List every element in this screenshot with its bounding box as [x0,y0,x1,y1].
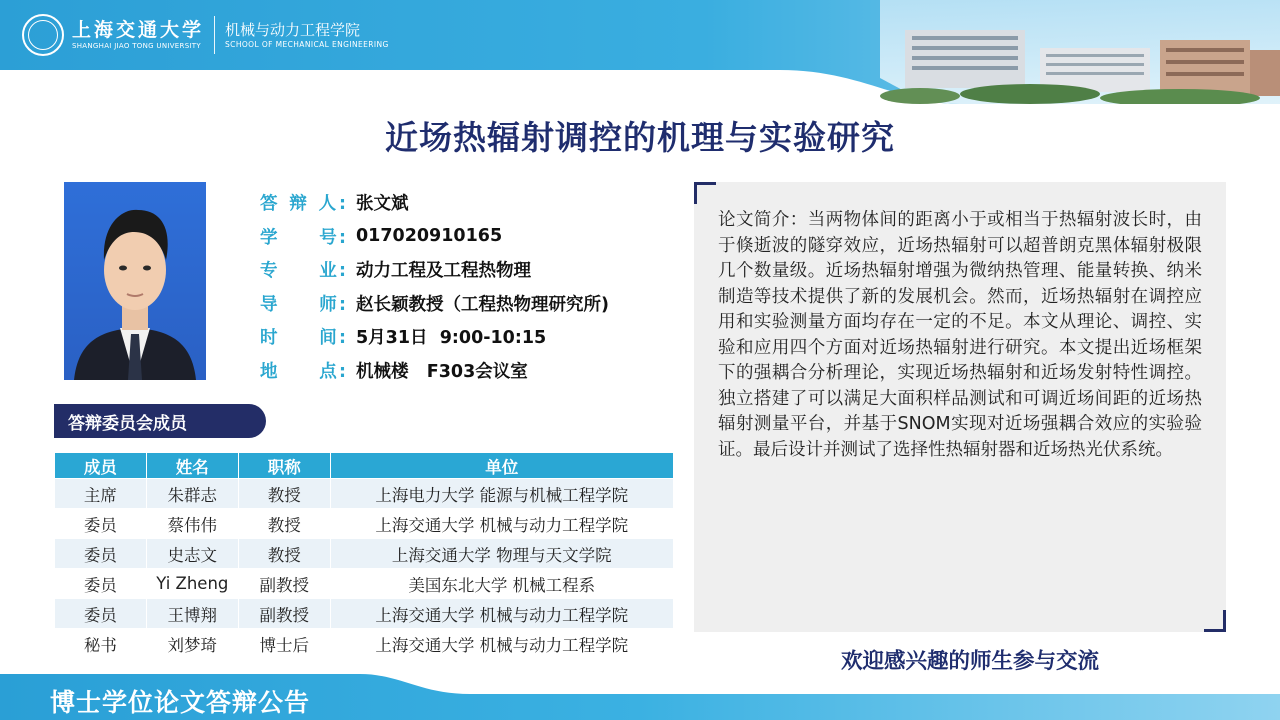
info-row-time [260,320,609,354]
university-name-cn: 上海交通大学 [72,19,205,41]
university-logo [22,10,389,60]
cell-affiliation: 上海电力大学 能源与机械工程学院 [330,479,673,509]
cell-title: 教授 [238,539,330,569]
university-seal-icon [22,14,64,56]
student-id-label: 学 号: [260,227,346,248]
cell-role: 委员 [55,569,147,599]
school-name-en: SCHOOL OF MECHANICAL ENGINEERING [225,40,389,49]
candidate-photo [64,182,206,380]
table-row [55,569,674,599]
table-row [55,629,674,659]
university-name-en: SHANGHAI JIAO TONG UNIVERSITY [72,42,201,50]
corner-bracket-top-left [694,182,716,204]
cell-name: 蔡伟伟 [146,509,238,539]
info-row-student-id [260,220,609,254]
cell-title: 副教授 [238,599,330,629]
cell-affiliation: 上海交通大学 机械与动力工程学院 [330,599,673,629]
advisor-label: 导 师: [260,294,346,315]
cell-affiliation: 上海交通大学 机械与动力工程学院 [330,509,673,539]
column-header-affiliation: 单位 [330,453,673,479]
cell-title: 博士后 [238,629,330,659]
defender-label: 答 辩 人: [260,194,346,215]
cell-role: 主席 [55,479,147,509]
column-header-name: 姓名 [146,453,238,479]
cell-role: 委员 [55,599,147,629]
table-row [55,479,674,509]
cell-name: 刘梦琦 [146,629,238,659]
defender-name: 张文斌 [356,194,409,215]
cell-title: 教授 [238,509,330,539]
thesis-title: 近场热辐射调控的机理与实验研究 [385,118,895,157]
defense-location: 机械楼 F303会议室 [356,361,528,382]
footer-title: 博士学位论文答辩公告 [50,688,311,717]
column-header-role: 成员 [55,453,147,479]
defense-time: 5月31日 9:00-10:15 [356,328,547,349]
info-row-major [260,253,609,287]
table-row [55,509,674,539]
advisor: 赵长颖教授（工程热物理研究所) [356,294,609,315]
table-row [55,599,674,629]
info-row-defender [260,186,609,220]
time-label: 时 间: [260,328,346,349]
committee-table-header [55,453,674,479]
cell-role: 委员 [55,509,147,539]
column-header-title: 职称 [238,453,330,479]
cell-affiliation: 上海交通大学 物理与天文学院 [330,539,673,569]
info-row-advisor [260,287,609,321]
cell-name: Yi Zheng [146,569,238,599]
cell-title: 教授 [238,479,330,509]
cell-role: 秘书 [55,629,147,659]
cell-name: 王博翔 [146,599,238,629]
welcome-message: 欢迎感兴趣的师生参与交流 [840,649,1099,674]
info-row-location [260,354,609,388]
cell-title: 副教授 [238,569,330,599]
location-label: 地 点: [260,361,346,382]
cell-affiliation: 美国东北大学 机械工程系 [330,569,673,599]
cell-affiliation: 上海交通大学 机械与动力工程学院 [330,629,673,659]
cell-role: 委员 [55,539,147,569]
cell-name: 朱群志 [146,479,238,509]
defense-info [260,186,609,387]
committee-table [54,452,674,659]
table-row [55,539,674,569]
logo-divider [214,16,215,54]
abstract-text: 论文简介：当两物体间的距离小于或相当于热辐射波长时，由于倏逝波的隧穿效应，近场热辐射可以超普朗克黑体辐射极限几个数量级。近场热辐射增强为微纳热管理、能量转换、纳米制造等技术提供了新的发展机会。然而，近场热辐射在调控应用和实验测量方面均存在一定的不足。本文从理论、调控、实验和应用四个方面对近场热辐射进行研究。本文提出近场框架下的强耦合分析理论，实现近场热辐射和近场发射特性调控。独立搭建了可以满足大面积样品测试和可调近场间距的近场热辐射测量平台，并基于SNOM实现对近场强耦合效应的实验验证。最后设计并测试了选择性热辐射器和近场热光伏系统。 [718,210,1202,460]
major: 动力工程及工程热物理 [356,261,531,282]
committee-heading: 答辩委员会成员 [54,404,266,438]
cell-name: 史志文 [146,539,238,569]
corner-bracket-bottom-right [1204,610,1226,632]
student-id: 017020910165 [356,226,503,247]
major-label: 专 业: [260,261,346,282]
school-name-cn: 机械与动力工程学院 [225,21,361,39]
